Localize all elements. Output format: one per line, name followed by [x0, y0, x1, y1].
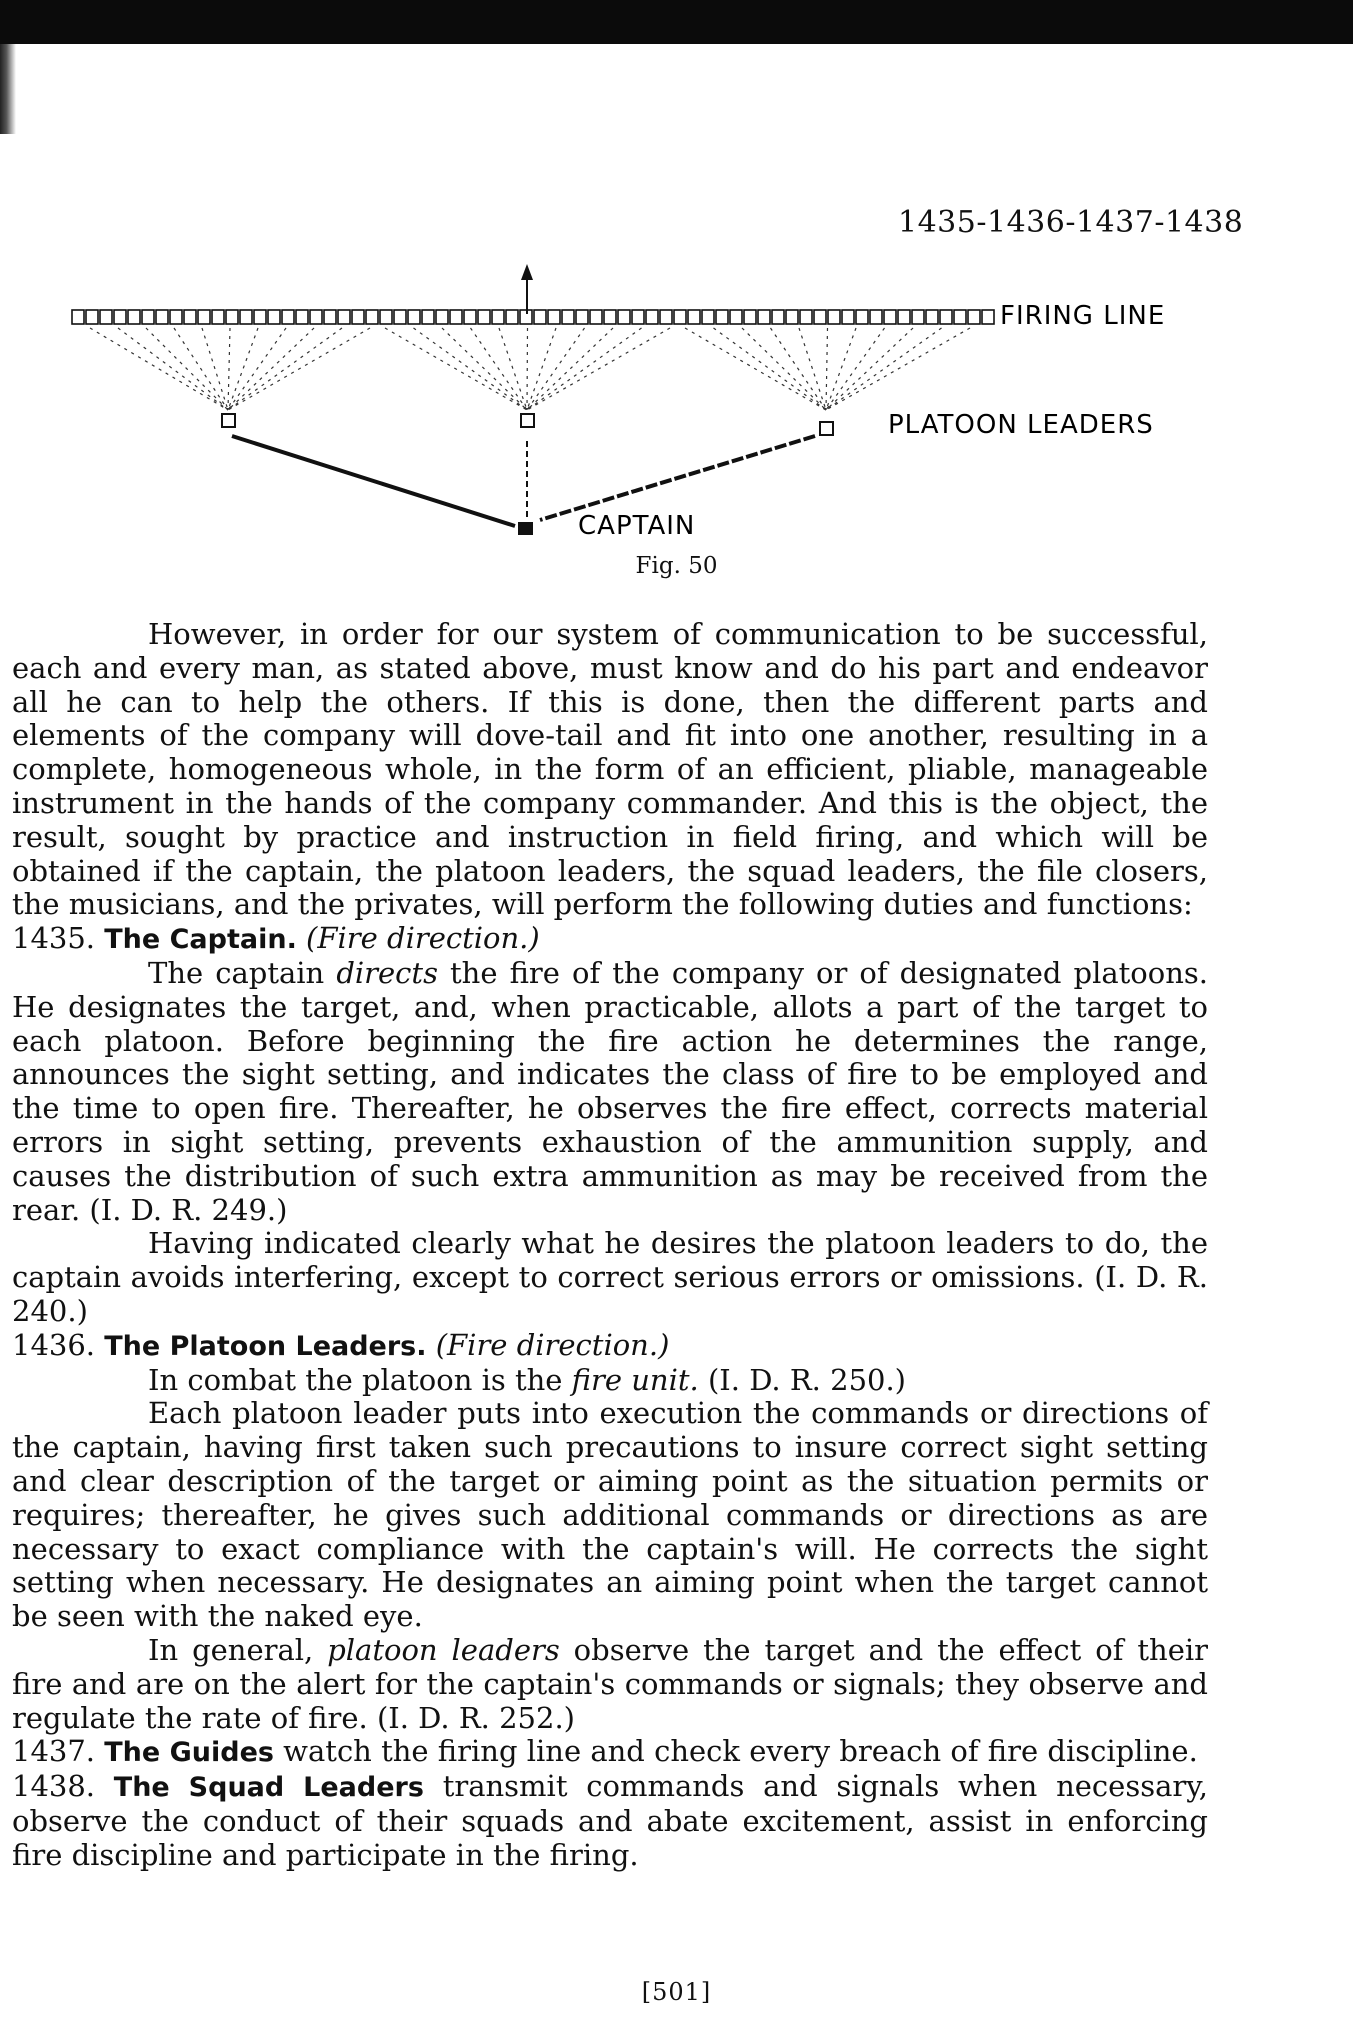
page-reference: 1435-1436-1437-1438 [898, 205, 1244, 240]
rifleman-square [898, 310, 910, 324]
fire-ray [826, 328, 856, 410]
rifleman-square [72, 310, 84, 324]
label-captain: CAPTAIN [578, 511, 696, 541]
rifleman-square [338, 310, 350, 324]
page-number: [501] [641, 1978, 712, 2006]
rifleman-square [800, 310, 812, 324]
rifleman-square [940, 310, 952, 324]
section-number: 1438. [12, 1769, 96, 1804]
fire-ray [685, 328, 826, 410]
fire-ray [414, 328, 528, 410]
rifleman-square [212, 310, 224, 324]
fire-ray [714, 328, 827, 410]
rifleman-square [254, 310, 266, 324]
intro-paragraph: However, in order for our system of communication to be successful, each and every man, as stated above, must know and do his part and endeavor all he can to help the others. If this is done, then the different parts and elements of the company will dove-tail and fit into one another, resulting in a complete, homogeneous whole, in the form of an efficient, pliable, manageable instrument in the hands of the company commander. And this is the object, the result, sought by practice and instruction in field firing, and which will be obtained if the captain, the platoon leaders, the squad leaders, the file closers, the musicians, and the privates, will perform the following duties and functions: [12, 617, 1208, 922]
rifleman-square [114, 310, 126, 324]
fire-ray [228, 328, 370, 410]
rifleman-square [814, 310, 826, 324]
fire-ray [826, 328, 970, 410]
rifleman-square [156, 310, 168, 324]
fire-ray [228, 328, 314, 410]
fire-ray [826, 328, 913, 410]
rifleman-square [716, 310, 728, 324]
rifleman-square [240, 310, 252, 324]
link-right-captain [540, 436, 815, 520]
rifleman-square [534, 310, 546, 324]
fire-ray [499, 328, 527, 410]
fire-ray [118, 328, 228, 410]
rifleman-square [100, 310, 112, 324]
text-run: The captain [148, 955, 337, 990]
emphasis: fire unit. [571, 1362, 699, 1397]
fire-ray [826, 328, 885, 410]
emphasis: platoon leaders [327, 1632, 560, 1667]
rifleman-square [184, 310, 196, 324]
fire-ray [471, 328, 528, 410]
fire-ray [771, 328, 827, 410]
rifleman-square [478, 310, 490, 324]
text-run: In general, [148, 1632, 328, 1667]
fire-ray [527, 328, 556, 410]
fire-ray [228, 328, 342, 410]
rifleman-square [310, 310, 322, 324]
scan-left-edge [0, 44, 16, 134]
rifleman-square [758, 310, 770, 324]
text-run: In combat the platoon is the [148, 1362, 572, 1397]
fire-ray [174, 328, 228, 410]
section-number: 1436. [12, 1327, 96, 1362]
section-number: 1435. [12, 921, 96, 956]
figure-50 [60, 258, 1166, 542]
platoon-leader-right [820, 422, 833, 435]
rifleman-square [842, 310, 854, 324]
rifleman-square [604, 310, 616, 324]
fire-ray [527, 328, 585, 410]
section-1436-heading [12, 1329, 1208, 1364]
rifleman-square [926, 310, 938, 324]
fire-rays [90, 328, 970, 410]
rifleman-square [198, 310, 210, 324]
fire-ray [799, 328, 826, 410]
section-1436-paragraph-1 [12, 1364, 1208, 1398]
rifleman-square [436, 310, 448, 324]
rifleman-square [422, 310, 434, 324]
captain-marker [518, 522, 533, 535]
rifleman-square [954, 310, 966, 324]
rifleman-square [660, 310, 672, 324]
text-run: observe the target and the effect of their fire and are on the alert for the captain's commands or signals; they observe and regulate the rate of fire. (I. D. R. 252.) [12, 1632, 1209, 1735]
rifleman-square [352, 310, 364, 324]
emphasis: directs [336, 955, 438, 990]
fire-ray [228, 328, 230, 410]
rifleman-square [632, 310, 644, 324]
section-text: transmit commands and signals when necessary, observe the conduct of their squads and abate excitement, assist in enforcing fire discipline and participate in the firing. [12, 1769, 1209, 1872]
label-platoon-leaders: PLATOON LEADERS [888, 410, 1154, 440]
rifleman-square [128, 310, 140, 324]
section-text: watch the firing line and check every breach of fire discipline. [273, 1734, 1198, 1769]
rifleman-square [380, 310, 392, 324]
rifleman-square [730, 310, 742, 324]
rifleman-square [366, 310, 378, 324]
link-left-captain [232, 436, 515, 526]
rifleman-square [912, 310, 924, 324]
section-1435-paragraph-2: Having indicated clearly what he desires the platoon leaders to do, the captain avoids interfering, except to correct serious errors or omissions. (I. D. R. 240.) [12, 1226, 1208, 1328]
rifleman-square [982, 310, 994, 324]
rifleman-square [324, 310, 336, 324]
rifleman-square [702, 310, 714, 324]
rifleman-square [870, 310, 882, 324]
figure-caption: Fig. 50 [635, 553, 718, 579]
fire-ray [826, 328, 828, 410]
rifleman-square [226, 310, 238, 324]
platoon-leader-left [222, 414, 235, 427]
section-1436-paragraph-2: Each platoon leader puts into execution the commands or directions of the captain, having first taken such precautions to insure correct sight setting and clear description of the target or aiming point as the situation permits or requires; thereafter, he gives such additional commands or directions as are necessary to exact compliance with the captain's will. He corrects the sight setting when necessary. He designates an aiming point when the target cannot be seen with the naked eye. [12, 1396, 1208, 1634]
rifleman-square [674, 310, 686, 324]
fire-ray [146, 328, 228, 410]
section-1437 [12, 1735, 1208, 1770]
firing-line-diagram [60, 258, 1166, 541]
section-title: The Captain. [104, 924, 297, 956]
fire-ray [527, 328, 613, 410]
fire-ray [826, 328, 942, 410]
rifleman-square [646, 310, 658, 324]
fire-ray [385, 328, 527, 410]
section-1435-paragraph-1 [12, 957, 1208, 1227]
rifleman-square [562, 310, 574, 324]
fire-ray [228, 328, 286, 410]
rifleman-square [772, 310, 784, 324]
rifleman-square [282, 310, 294, 324]
rifleman-square [576, 310, 588, 324]
fire-ray [527, 328, 642, 410]
fire-ray [442, 328, 527, 410]
rifleman-square [408, 310, 420, 324]
section-title: The Squad Leaders [113, 1772, 424, 1804]
rifleman-square [506, 310, 518, 324]
rifleman-square [828, 310, 840, 324]
rifleman-square [968, 310, 980, 324]
rifleman-square [590, 310, 602, 324]
page-body [12, 618, 1208, 1872]
rifleman-square [170, 310, 182, 324]
rifleman-square [142, 310, 154, 324]
rifleman-square [492, 310, 504, 324]
text-run: the fire of the company or of designated platoons. He designates the target, and, when practicable, allots a part of the target to each platoon. Before beginning the fire action he determines the range, announces the sight setting, and indicates the class of fire to be employed and the time to open fire. Thereafter, he observes the fire effect, corrects material errors in sight setting, prevents exhaustion of the ammunition supply, and causes the distribution of such extra ammunition as may be received from the rear. (I. D. R. 249.) [12, 955, 1209, 1227]
fire-ray [527, 328, 528, 410]
rifleman-square [744, 310, 756, 324]
section-subtitle: (Fire direction.) [435, 1327, 670, 1362]
rifleman-square [548, 310, 560, 324]
rifleman-square [394, 310, 406, 324]
section-1435-heading [12, 922, 1208, 957]
section-title: The Platoon Leaders. [104, 1330, 427, 1362]
rifleman-square [86, 310, 98, 324]
section-title: The Guides [104, 1737, 274, 1769]
rifleman-square [786, 310, 798, 324]
section-1438 [12, 1770, 1208, 1872]
section-1436-paragraph-3 [12, 1634, 1208, 1735]
rifleman-square [618, 310, 630, 324]
section-subtitle: (Fire direction.) [306, 921, 540, 956]
scan-top-border [0, 0, 1353, 44]
rifleman-square [884, 310, 896, 324]
rifleman-square [688, 310, 700, 324]
label-firing-line: FIRING LINE [1000, 301, 1166, 331]
rifleman-square [856, 310, 868, 324]
rifleman-square [464, 310, 476, 324]
text-run: (I. D. R. 250.) [698, 1362, 906, 1397]
rifleman-square [450, 310, 462, 324]
rifleman-square [296, 310, 308, 324]
fire-ray [527, 328, 670, 410]
platoon-leader-center [521, 414, 534, 427]
firing-line-squares [72, 310, 994, 324]
section-number: 1437. [12, 1734, 96, 1769]
rifleman-square [268, 310, 280, 324]
fire-ray [228, 328, 258, 410]
